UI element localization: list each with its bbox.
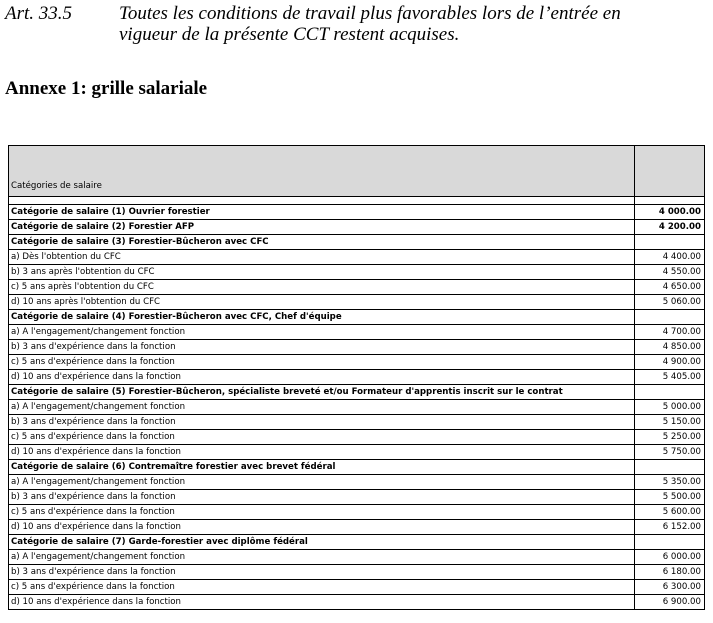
table-row: [9, 520, 705, 535]
row-label: Catégorie de salaire (5) Forestier-Bûcheron, spécialiste breveté et/ou Formateur d'apprentis inscrit sur le contrat: [9, 385, 635, 400]
row-amount: 6 152.00: [635, 520, 705, 535]
row-amount: 5 000.00: [635, 400, 705, 415]
table-row: [9, 475, 705, 490]
row-label: c) 5 ans après l'obtention du CFC: [9, 280, 635, 295]
row-amount: 4 200.00: [635, 220, 705, 235]
row-amount: 5 250.00: [635, 430, 705, 445]
table-row: [9, 415, 705, 430]
table-row: [9, 280, 705, 295]
row-amount: 4 650.00: [635, 280, 705, 295]
row-label: d) 10 ans d'expérience dans la fonction: [9, 445, 635, 460]
article-text-line-2: vigueur de la présente CCT restent acquises.: [119, 24, 460, 45]
row-amount: 5 750.00: [635, 445, 705, 460]
table-row: [9, 265, 705, 280]
row-amount: 5 060.00: [635, 295, 705, 310]
article-number: Art. 33.5: [5, 3, 73, 24]
row-amount: 4 900.00: [635, 355, 705, 370]
category-row: [9, 535, 705, 550]
row-label: b) 3 ans après l'obtention du CFC: [9, 265, 635, 280]
table-row: [9, 445, 705, 460]
row-amount: 5 500.00: [635, 490, 705, 505]
table-row: [9, 505, 705, 520]
row-amount: 4 000.00: [635, 205, 705, 220]
row-amount: 4 400.00: [635, 250, 705, 265]
row-label: d) 10 ans d'expérience dans la fonction: [9, 370, 635, 385]
row-label: d) 10 ans d'expérience dans la fonction: [9, 595, 635, 610]
row-label: Catégorie de salaire (6) Contremaître forestier avec brevet fédéral: [9, 460, 635, 475]
table-row: [9, 340, 705, 355]
row-label: c) 5 ans d'expérience dans la fonction: [9, 505, 635, 520]
row-label: a) A l'engagement/changement fonction: [9, 550, 635, 565]
row-label: c) 5 ans d'expérience dans la fonction: [9, 580, 635, 595]
table-row: [9, 295, 705, 310]
row-label: b) 3 ans d'expérience dans la fonction: [9, 490, 635, 505]
category-row: [9, 310, 705, 325]
header-label-cell: Catégories de salaire: [9, 146, 635, 197]
table-row: [9, 355, 705, 370]
row-amount: 6 900.00: [635, 595, 705, 610]
row-label: c) 5 ans d'expérience dans la fonction: [9, 355, 635, 370]
row-label: Catégorie de salaire (3) Forestier-Bûcheron avec CFC: [9, 235, 635, 250]
row-label: a) A l'engagement/changement fonction: [9, 400, 635, 415]
row-label: Catégorie de salaire (4) Forestier-Bûcheron avec CFC, Chef d'équipe: [9, 310, 635, 325]
spacer-cell: [9, 197, 635, 205]
table-row: [9, 325, 705, 340]
row-label: c) 5 ans d'expérience dans la fonction: [9, 430, 635, 445]
row-label: a) Dès l'obtention du CFC: [9, 250, 635, 265]
row-label: Catégorie de salaire (7) Garde-forestier avec diplôme fédéral: [9, 535, 635, 550]
row-amount: 4 850.00: [635, 340, 705, 355]
article-text-line-1: Toutes les conditions de travail plus favorables lors de l’entrée en: [119, 3, 621, 24]
table-row: [9, 370, 705, 385]
row-label: b) 3 ans d'expérience dans la fonction: [9, 415, 635, 430]
table-row: [9, 595, 705, 610]
table-row: [9, 430, 705, 445]
header-amount-cell: [635, 146, 705, 197]
row-label: d) 10 ans après l'obtention du CFC: [9, 295, 635, 310]
row-amount: 5 405.00: [635, 370, 705, 385]
table-row: [9, 550, 705, 565]
row-label: b) 3 ans d'expérience dans la fonction: [9, 340, 635, 355]
row-amount: 6 000.00: [635, 550, 705, 565]
category-row: [9, 385, 705, 400]
spacer-cell: [635, 197, 705, 205]
table-spacer-row: [9, 197, 705, 205]
row-label: b) 3 ans d'expérience dans la fonction: [9, 565, 635, 580]
table-row: [9, 565, 705, 580]
table-row: [9, 400, 705, 415]
annex-title: Annexe 1: grille salariale: [5, 78, 208, 99]
row-amount: 5 350.00: [635, 475, 705, 490]
table-row: [9, 490, 705, 505]
row-amount: [635, 535, 705, 550]
category-row: [9, 205, 705, 220]
category-row: [9, 235, 705, 250]
table-header-row: [9, 146, 705, 197]
row-label: Catégorie de salaire (2) Forestier AFP: [9, 220, 635, 235]
row-label: a) A l'engagement/changement fonction: [9, 325, 635, 340]
row-label: Catégorie de salaire (1) Ouvrier forestier: [9, 205, 635, 220]
row-amount: 4 550.00: [635, 265, 705, 280]
row-amount: 5 600.00: [635, 505, 705, 520]
row-amount: 5 150.00: [635, 415, 705, 430]
salary-grid-table: [8, 145, 705, 610]
row-amount: 6 180.00: [635, 565, 705, 580]
row-amount: [635, 310, 705, 325]
category-row: [9, 220, 705, 235]
article-text: [119, 3, 713, 45]
table-row: [9, 580, 705, 595]
row-amount: [635, 460, 705, 475]
row-amount: [635, 385, 705, 400]
row-label: a) A l'engagement/changement fonction: [9, 475, 635, 490]
table-row: [9, 250, 705, 265]
category-row: [9, 460, 705, 475]
row-amount: [635, 235, 705, 250]
row-amount: 4 700.00: [635, 325, 705, 340]
row-amount: 6 300.00: [635, 580, 705, 595]
row-label: d) 10 ans d'expérience dans la fonction: [9, 520, 635, 535]
